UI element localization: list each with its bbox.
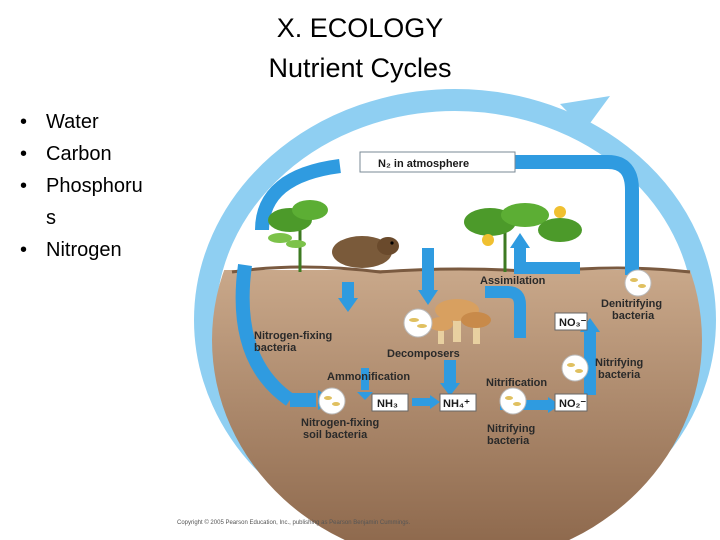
slide-subtitle: Nutrient Cycles (268, 53, 452, 83)
bullet-text: Nitrogen (46, 239, 122, 261)
nh4-label: NH₄⁺ (443, 398, 470, 410)
denitrifying-label: Denitrifying (601, 298, 663, 310)
bullet-dot: • (20, 143, 28, 165)
bullet-text: Phosphoru s (46, 175, 143, 229)
ammonification-label: Ammonification (327, 371, 411, 383)
nh3-label: NH₃ (377, 398, 398, 410)
bullet-dot: • (20, 175, 28, 197)
slide-title: X. ECOLOGY (276, 13, 444, 43)
bullet-dot: • (20, 239, 28, 261)
bacteria-circle-nitrifying-bottom (500, 388, 526, 414)
nitrifying-bottom-bacteria-label: bacteria (487, 435, 530, 447)
bacteria-circle-denitrifying (625, 270, 651, 296)
denitrifying-bacteria-label: bacteria (612, 310, 655, 322)
copyright-notice: Copyright © 2005 Pearson Education, Inc., publishing as Pearson Benjamin Cummings. (177, 520, 411, 526)
nitrogen-fixing-bacteria-label: bacteria (254, 342, 297, 354)
no3-label: NO₃⁻ (559, 317, 587, 329)
soil-bacteria-label: soil bacteria (303, 429, 368, 441)
bacteria-circle-nfix (404, 309, 432, 337)
nitrifying-bottom-label: Nitrifying (487, 423, 536, 435)
bacteria-circle-soil (319, 388, 345, 414)
assimilation-arrowhead (510, 233, 530, 248)
assimilation-arrow (520, 245, 580, 268)
bullet-text: Water (46, 111, 99, 133)
bullet-text: Carbon (46, 143, 112, 165)
nitrogen-fixing-label: Nitrogen-fixing (254, 330, 333, 342)
nitrogen-fixing-soil-label: Nitrogen-fixing (301, 417, 380, 429)
decomposers-label: Decomposers (387, 348, 460, 360)
nitrifying-right-label: Nitrifying (595, 357, 644, 369)
n2-atmosphere-label: N₂ in atmosphere (378, 158, 470, 170)
no2-label: NO₂⁻ (559, 398, 587, 410)
rodent-illustration (332, 236, 399, 268)
assimilation-label: Assimilation (480, 275, 546, 287)
nitrifying-right-bacteria-label: bacteria (598, 369, 641, 381)
bacteria-circle-nitrifying-right (562, 355, 588, 381)
plant-left (268, 200, 328, 272)
bullet-dot: • (20, 111, 28, 133)
nitrification-label: Nitrification (486, 377, 548, 389)
